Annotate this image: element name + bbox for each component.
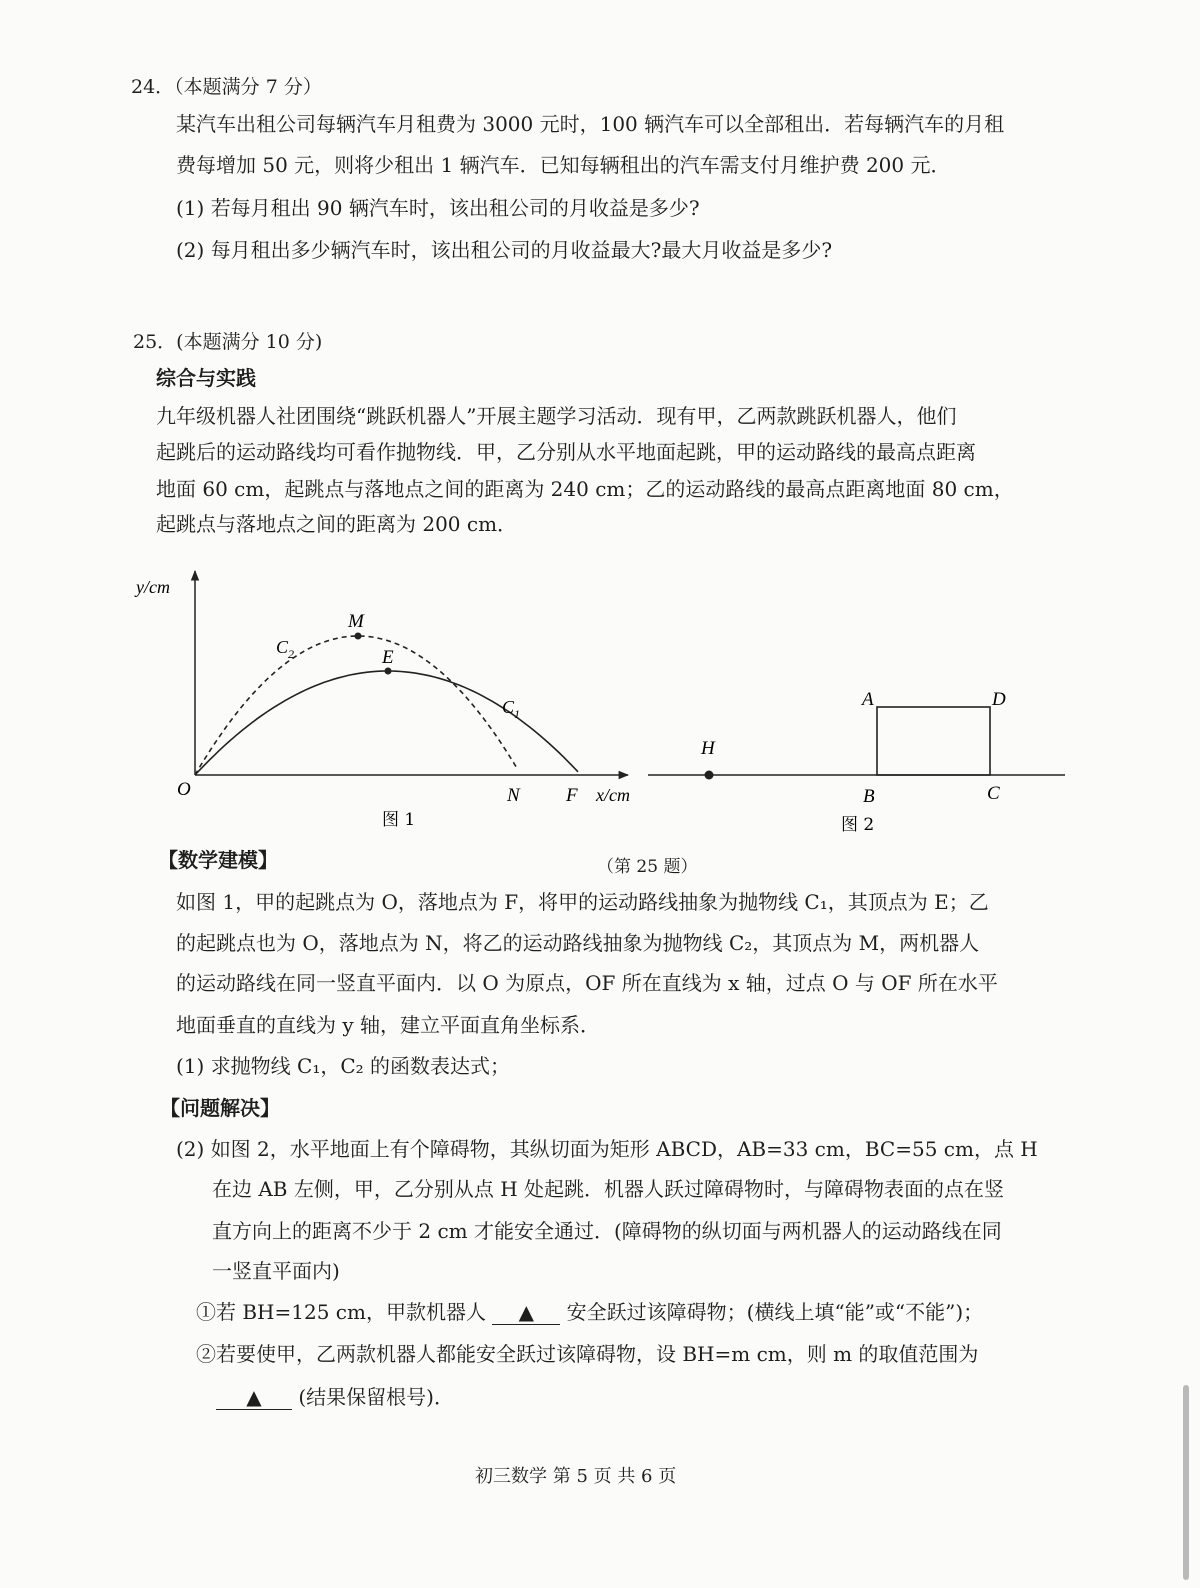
question-label: （第 25 题） [597, 857, 698, 877]
modeling-line-2: 的起跳点也为 O，落地点为 N，将乙的运动路线抽象为抛物线 C₂，其顶点为 M，两机器人 [176, 931, 980, 955]
modeling-line-4: 地面垂直的直线为 y 轴，建立平面直角坐标系． [176, 1013, 601, 1037]
point-d-label: D [992, 689, 1006, 710]
q24-sub-2: (2) 每月租出多少辆汽车时，该出租公司的月收益最大?最大月收益是多少? [176, 238, 833, 262]
item-1-text-pre: ①若 BH=125 cm，甲款机器人 [196, 1300, 486, 1324]
point-h-label: H [701, 738, 715, 759]
item-1 [196, 1300, 983, 1325]
parabola-c2 [195, 636, 517, 775]
sub2-line-4: 一竖直平面内) [212, 1259, 340, 1283]
q24-line-1: 某汽车出租公司每辆汽车月租费为 3000 元时，100 辆汽车可以全部租出．若每辆汽车的月租 [176, 112, 1005, 136]
point-f-label: F [566, 785, 578, 806]
q24-line-2: 费每增加 50 元，则将少租出 1 辆汽车．已知每辆租出的汽车需支付月维护费 200 元． [176, 153, 951, 177]
item-1-text-post: 安全跃过该障碍物；(横线上填“能”或“不能”)； [566, 1300, 984, 1324]
y-axis-label: y/cm [136, 577, 170, 597]
point-o-label: O [177, 779, 191, 800]
item-1-answer-blank[interactable]: ▲ [492, 1300, 560, 1325]
item-2-answer [216, 1385, 454, 1410]
sub-question-1: (1) 求抛物线 C₁，C₂ 的函数表达式； [176, 1054, 511, 1078]
obstacle-abcd [877, 707, 990, 775]
point-n-label: N [507, 785, 520, 806]
q25-intro-line-3: 地面 60 cm，起跳点与落地点之间的距离为 240 cm；乙的运动路线的最高点距离地面 80 cm， [156, 477, 1014, 501]
modeling-line-3: 的运动路线在同一竖直平面内．以 O 为原点，OF 所在直线为 x 轴，过点 O 与 OF 所在水平 [176, 971, 998, 995]
q25-intro-line-2: 起跳后的运动路线均可看作抛物线．甲，乙分别从水平地面起跳，甲的运动路线的最高点距离 [156, 440, 976, 464]
point-b-label: B [863, 786, 875, 807]
point-a-label: A [862, 689, 874, 710]
figure-1-caption: 图 1 [382, 810, 416, 830]
figure-1 [130, 565, 650, 840]
sub2-line-3: 直方向上的距离不少于 2 cm 才能安全通过．(障碍物的纵切面与两机器人的运动路线在同 [212, 1219, 1002, 1243]
c1-label: $C_1$ [502, 697, 521, 721]
figure-2-caption: 图 2 [841, 815, 875, 835]
item-2-text-post: (结果保留根号)． [298, 1385, 454, 1409]
problem-title: 【问题解决】 [160, 1096, 280, 1120]
scrollbar[interactable] [1183, 1385, 1189, 1580]
point-h-dot [705, 771, 714, 780]
parabola-c1 [195, 671, 578, 775]
c2-label: $C_2$ [276, 637, 295, 661]
point-e-label: E [382, 647, 394, 668]
modeling-line-1: 如图 1，甲的起跳点为 O，落地点为 F，将甲的运动路线抽象为抛物线 C₁，其顶点为 E；乙 [176, 890, 989, 914]
point-c-label: C [987, 783, 1000, 804]
vertex-e-dot [385, 668, 392, 675]
x-axis-label: x/cm [596, 785, 630, 805]
page-footer: 初三数学 第 5 页 共 6 页 [475, 1466, 677, 1487]
item-2-answer-blank[interactable]: ▲ [216, 1385, 292, 1410]
item-2-line: ②若要使甲，乙两款机器人都能安全跃过该障碍物，设 BH=m cm，则 m 的取值范围为 [196, 1342, 979, 1366]
q25-header: 25．(本题满分 10 分) [133, 331, 323, 353]
vertex-m-dot [355, 633, 362, 640]
sub2-line-1: (2) 如图 2，水平地面上有个障碍物，其纵切面为矩形 ABCD，AB=33 cm，BC=55 cm，点 H [176, 1137, 1038, 1161]
point-m-label: M [348, 611, 364, 632]
q25-section-title: 综合与实践 [156, 366, 256, 390]
q25-intro-line-4: 起跳点与落地点之间的距离为 200 cm． [156, 512, 518, 536]
modeling-title: 【数学建模】 [158, 848, 278, 872]
q24-header: 24．（本题满分 7 分） [131, 76, 322, 98]
figure-2 [640, 670, 1070, 840]
q25-intro-line-1: 九年级机器人社团围绕“跳跃机器人”开展主题学习活动．现有甲，乙两款跳跃机器人，他们 [156, 404, 957, 428]
sub2-line-2: 在边 AB 左侧，甲，乙分别从点 H 处起跳．机器人跃过障碍物时，与障碍物表面的点在竖 [212, 1177, 1005, 1201]
q24-sub-1: (1) 若每月租出 90 辆汽车时，该出租公司的月收益是多少? [176, 196, 700, 220]
